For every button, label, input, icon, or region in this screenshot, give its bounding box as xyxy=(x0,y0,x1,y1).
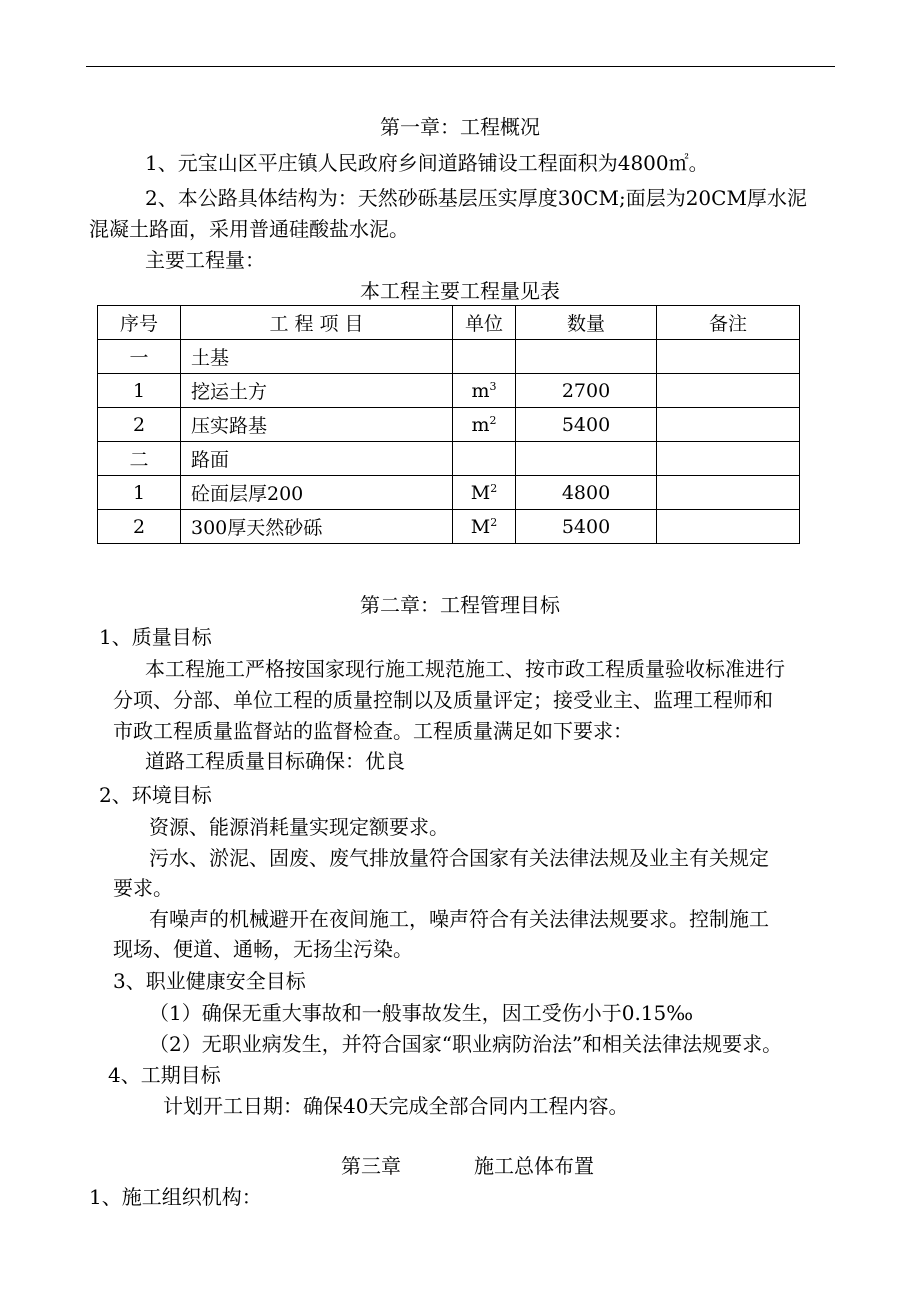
schedule-goal-title: 4、工期目标 xyxy=(108,1063,221,1087)
quality-paragraph-a: 本工程施工严格按国家现行施工规范施工、按市政工程质量验收标准进行 xyxy=(145,657,785,681)
table-row xyxy=(98,408,800,442)
row-unit: $M^2$ xyxy=(453,476,516,510)
row-note xyxy=(657,408,800,442)
row-note xyxy=(657,476,800,510)
row-note xyxy=(657,442,800,476)
row-quantity xyxy=(516,340,657,374)
safety-item-1: （1）确保无重大事故和一般事故发生，因工受伤小于0.15‰ xyxy=(149,1001,694,1025)
row-item: 土基 xyxy=(181,340,453,374)
chapter1-paragraph-1: 1、元宝山区平庄镇人民政府乡间道路铺设工程面积为4800㎡。 xyxy=(145,151,709,175)
table-row xyxy=(98,340,800,374)
chapter2-title: 第二章：工程管理目标 xyxy=(360,593,560,617)
chapter1-title: 第一章：工程概况 xyxy=(380,115,540,139)
header-rule xyxy=(86,66,835,67)
chapter3-title-text: 施工总体布置 xyxy=(474,1154,594,1178)
quality-paragraph-c: 市政工程质量监督站的监督检查。工程质量满足如下要求： xyxy=(113,719,633,743)
row-no: 1 xyxy=(98,374,181,408)
row-unit: $m^2$ xyxy=(453,408,516,442)
row-unit: $M^2$ xyxy=(453,510,516,544)
environment-paragraph-1: 资源、能源消耗量实现定额要求。 xyxy=(149,815,449,839)
table-caption: 本工程主要工程量见表 xyxy=(360,279,560,303)
schedule-paragraph: 计划开工日期：确保40天完成全部合同内工程内容。 xyxy=(163,1094,629,1118)
environment-paragraph-3b: 现场、便道、通畅，无扬尘污染。 xyxy=(113,937,413,961)
row-quantity: 5400 xyxy=(516,408,657,442)
table-row xyxy=(98,374,800,408)
row-item: 压实路基 xyxy=(181,408,453,442)
table-row xyxy=(98,510,800,544)
table-row xyxy=(98,476,800,510)
header-item: 工 程 项 目 xyxy=(181,306,453,340)
row-no: 2 xyxy=(98,510,181,544)
header-quantity: 数量 xyxy=(516,306,657,340)
row-unit: $m^3$ xyxy=(453,374,516,408)
row-no: 2 xyxy=(98,408,181,442)
table-row xyxy=(98,442,800,476)
chapter1-paragraph-2b: 混凝土路面，采用普通硅酸盐水泥。 xyxy=(89,217,409,241)
header-note: 备注 xyxy=(657,306,800,340)
safety-goal-title: 3、职业健康安全目标 xyxy=(113,969,306,993)
quantity-table xyxy=(97,305,800,544)
row-item: 300厚天然砂砾 xyxy=(181,510,453,544)
row-note xyxy=(657,374,800,408)
row-unit xyxy=(453,442,516,476)
row-item: 挖运土方 xyxy=(181,374,453,408)
row-note xyxy=(657,340,800,374)
organization-title: 1、施工组织机构： xyxy=(89,1185,262,1209)
table-header-row xyxy=(98,306,800,340)
quality-paragraph-b: 分项、分部、单位工程的质量控制以及质量评定；接受业主、监理工程师和 xyxy=(113,688,773,712)
row-quantity: 5400 xyxy=(516,510,657,544)
row-no: 1 xyxy=(98,476,181,510)
header-no: 序号 xyxy=(98,306,181,340)
header-unit: 单位 xyxy=(453,306,516,340)
row-no: 二 xyxy=(98,442,181,476)
row-quantity xyxy=(516,442,657,476)
environment-paragraph-3a: 有噪声的机械避开在夜间施工，噪声符合有关法律法规要求。控制施工 xyxy=(149,907,769,931)
row-item: 砼面层厚200 xyxy=(181,476,453,510)
row-quantity: 2700 xyxy=(516,374,657,408)
environment-paragraph-2a: 污水、淤泥、固废、废气排放量符合国家有关法律法规及业主有关规定 xyxy=(149,846,769,870)
environment-goal-title: 2、环境目标 xyxy=(99,783,212,807)
environment-paragraph-2b: 要求。 xyxy=(113,876,173,900)
main-quantity-label: 主要工程量： xyxy=(145,248,265,272)
chapter3-title-label: 第三章 xyxy=(341,1154,401,1178)
row-note xyxy=(657,510,800,544)
row-no: 一 xyxy=(98,340,181,374)
row-item: 路面 xyxy=(181,442,453,476)
row-quantity: 4800 xyxy=(516,476,657,510)
quality-target: 道路工程质量目标确保：优良 xyxy=(145,749,405,773)
quality-goal-title: 1、质量目标 xyxy=(99,625,212,649)
safety-item-2: （2）无职业病发生，并符合国家“职业病防治法”和相关法律法规要求。 xyxy=(149,1032,783,1056)
chapter1-paragraph-2a: 2、本公路具体结构为：天然砂砾基层压实厚度30CM;面层为20CM厚水泥 xyxy=(145,186,807,210)
row-unit xyxy=(453,340,516,374)
